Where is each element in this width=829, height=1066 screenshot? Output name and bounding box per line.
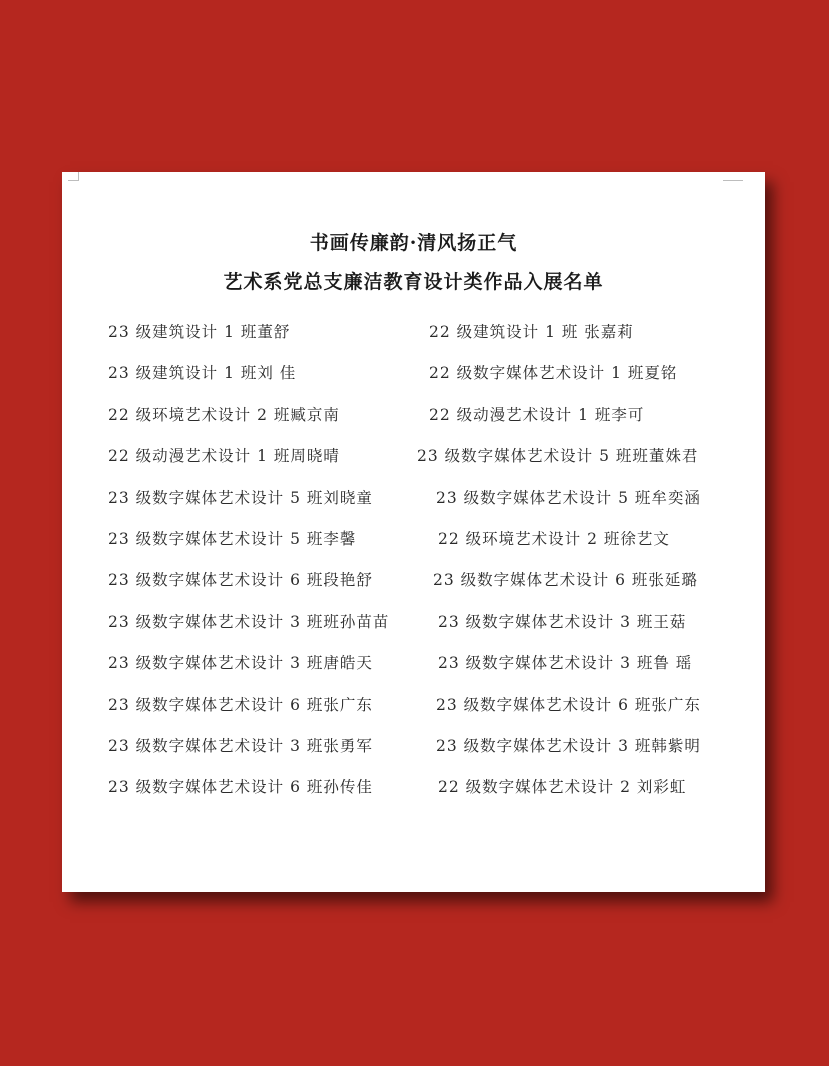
list-row	[62, 610, 765, 651]
list-item: 23 级数字媒体艺术设计 6 班张广东	[436, 695, 701, 714]
list-item: 23 级建筑设计 1 班刘 佳	[108, 364, 297, 383]
document-page	[62, 172, 765, 892]
list-item: 23 级数字媒体艺术设计 6 班段艳舒	[108, 571, 373, 590]
list-row	[62, 775, 765, 816]
list-row	[62, 651, 765, 692]
document-title: 书画传廉韵·清风扬正气	[309, 232, 518, 254]
document-subtitle: 艺术系党总支廉洁教育设计类作品入展名单	[223, 271, 604, 293]
list-item: 22 级数字媒体艺术设计 1 班夏铭	[429, 364, 678, 383]
list-row	[62, 734, 765, 775]
list-item: 22 级环境艺术设计 2 班徐艺文	[438, 529, 670, 548]
list-item: 23 级数字媒体艺术设计 3 班唐皓天	[108, 654, 373, 673]
list-item: 23 级数字媒体艺术设计 3 班王菇	[438, 612, 687, 631]
list-item: 22 级数字媒体艺术设计 2 刘彩虹	[438, 778, 687, 797]
list-item: 23 级数字媒体艺术设计 5 班刘晓童	[108, 488, 373, 507]
list-item: 22 级动漫艺术设计 1 班李可	[429, 405, 645, 424]
list-row	[62, 320, 765, 361]
list-row	[62, 486, 765, 527]
list-row	[62, 361, 765, 402]
list-row	[62, 693, 765, 734]
list-item: 23 级数字媒体艺术设计 5 班牟奕涵	[436, 488, 701, 507]
list-item: 23 级数字媒体艺术设计 6 班张延璐	[433, 571, 698, 590]
list-item: 23 级数字媒体艺术设计 5 班班董姝君	[417, 447, 699, 466]
list-item: 23 级数字媒体艺术设计 6 班孙传佳	[108, 778, 373, 797]
list-row	[62, 527, 765, 568]
list-item: 23 级数字媒体艺术设计 5 班李馨	[108, 529, 357, 548]
list-item: 22 级建筑设计 1 班 张嘉莉	[429, 323, 634, 341]
list-item: 23 级数字媒体艺术设计 3 班张勇军	[108, 736, 373, 755]
list-item: 22 级动漫艺术设计 1 班周晓晴	[108, 447, 340, 466]
list-item: 23 级建筑设计 1 班董舒	[108, 323, 291, 341]
name-list	[62, 320, 765, 817]
list-item: 23 级数字媒体艺术设计 3 班韩紫明	[436, 736, 701, 755]
crop-mark-left	[68, 172, 79, 181]
list-row	[62, 403, 765, 444]
list-item: 22 级环境艺术设计 2 班臧京南	[108, 405, 340, 424]
list-item: 23 级数字媒体艺术设计 3 班班孙苗苗	[108, 612, 390, 631]
list-row	[62, 444, 765, 485]
crop-mark-right	[723, 172, 743, 181]
list-row	[62, 568, 765, 609]
list-item: 23 级数字媒体艺术设计 3 班鲁 瑶	[438, 654, 693, 673]
list-item: 23 级数字媒体艺术设计 6 班张广东	[108, 695, 373, 714]
